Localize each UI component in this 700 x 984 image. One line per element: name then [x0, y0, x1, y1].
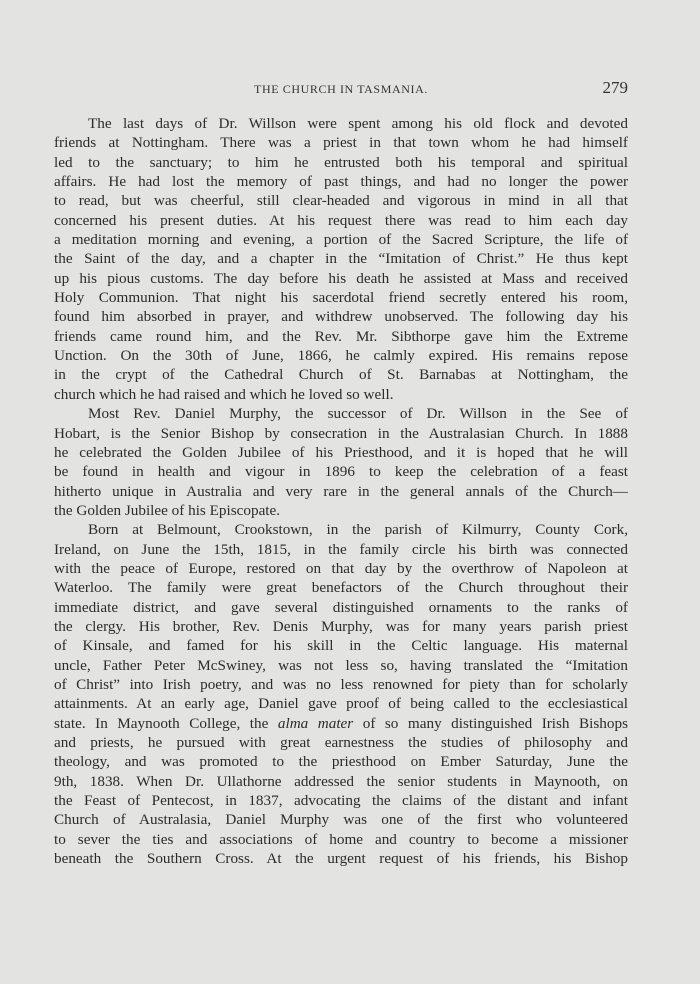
text-line: Born at Belmount, Crookstown, in the parish of Kilmurry, County Cork,	[88, 521, 628, 539]
text-line: up his pious customs. The day before his death he assisted at Mass and received	[54, 269, 628, 287]
text-line: Most Rev. Daniel Murphy, the successor of Dr. Willson in the See of	[88, 405, 628, 423]
text-line: theology, and was promoted to the priesthood on Ember Saturday, June the	[54, 753, 628, 771]
running-title: THE CHURCH IN TASMANIA.	[254, 82, 428, 96]
text-line: affairs. He had lost the memory of past things, and had no longer the power	[54, 173, 628, 191]
text-segment: of so many distinguished Irish Bishops	[362, 714, 628, 732]
text-line: Holy Communion. That night his sacerdotal friend secretly entered his room,	[54, 289, 628, 307]
page-number: 279	[602, 78, 628, 97]
text-line: in the crypt of the Cathedral Church of St. Barnabas at Nottingham, the	[54, 366, 628, 384]
text-line: to read, but was cheerful, still clear-headed and vigorous in mind in all that	[54, 192, 628, 210]
text-line: concerned his present duties. At his request there was read to him each day	[54, 211, 628, 229]
text-line: friends came round him, and the Rev. Mr. Sibthorpe gave him the Extreme	[54, 327, 628, 345]
italic-phrase: alma mater	[277, 714, 354, 732]
text-line: the Feast of Pentecost, in 1837, advocating the claims of the distant and infant	[54, 792, 628, 810]
text-line: beneath the Southern Cross. At the urgent request of his friends, his Bishop	[54, 850, 628, 868]
text-line: of Christ” into Irish poetry, and was no less renowned for piety than for scholarly	[54, 675, 628, 693]
text-line: Church of Australasia, Daniel Murphy was one of the first who volunteered	[54, 811, 628, 829]
text-line: he celebrated the Golden Jubilee of his Priesthood, and it is hoped that he will	[54, 443, 628, 461]
text-line: uncle, Father Peter McSwiney, was not less so, having translated the “Imitation	[54, 656, 628, 674]
text-line: The last days of Dr. Willson were spent among his old flock and devoted	[88, 115, 628, 132]
text-line: the Golden Jubilee of his Episcopate.	[54, 501, 281, 519]
text-line: Hobart, is the Senior Bishop by consecration in the Australasian Church. In 1888	[54, 424, 628, 442]
text-segment: state. In Maynooth College, the	[54, 714, 269, 732]
text-line: a meditation morning and evening, a portion of the Sacred Scripture, the life of	[54, 231, 628, 249]
text-line: Ireland, on June the 15th, 1815, in the family circle his birth was connected	[54, 540, 628, 558]
text-line: Waterloo. The family were great benefactors of the Church throughout their	[54, 579, 628, 597]
text-line: and priests, he pursued with great earnestness the studies of philosophy and	[54, 734, 628, 751]
body-text	[54, 114, 628, 868]
running-head	[54, 78, 628, 98]
text-line: church which he had raised and which he loved so well.	[54, 385, 394, 403]
text-line: friends at Nottingham. There was a priest in that town whom he had himself	[54, 134, 628, 152]
text-line: attainments. At an early age, Daniel gave proof of being called to the ecclesiastical	[54, 695, 628, 713]
text-line: hitherto unique in Australia and very rare in the general annals of the Church—	[54, 482, 628, 500]
text-line: led to the sanctuary; to him he entrusted both his temporal and spiritual	[54, 153, 628, 171]
text-line: the Saint of the day, and a chapter in the “Imitation of Christ.” He thus kept	[54, 250, 628, 268]
text-line: Unction. On the 30th of June, 1866, he calmly expired. His remains repose	[54, 347, 628, 365]
text-line: of Kinsale, and famed for his skill in the Celtic language. His maternal	[54, 637, 628, 655]
text-line: the clergy. His brother, Rev. Denis Murphy, was for many years parish priest	[54, 617, 628, 635]
text-line: immediate district, and gave several distinguished ornaments to the ranks of	[54, 598, 628, 616]
text-line: 9th, 1838. When Dr. Ullathorne addressed the senior students in Maynooth, on	[54, 772, 628, 790]
text-line	[54, 714, 628, 733]
text-line: with the peace of Europe, restored on that day by the overthrow of Napoleon at	[54, 559, 628, 577]
text-line: found him absorbed in prayer, and withdrew unobserved. The following day his	[54, 308, 628, 326]
text-line: to sever the ties and associations of home and country to become a missioner	[54, 830, 628, 848]
text-line: be found in health and vigour in 1896 to keep the celebration of a feast	[54, 463, 628, 481]
